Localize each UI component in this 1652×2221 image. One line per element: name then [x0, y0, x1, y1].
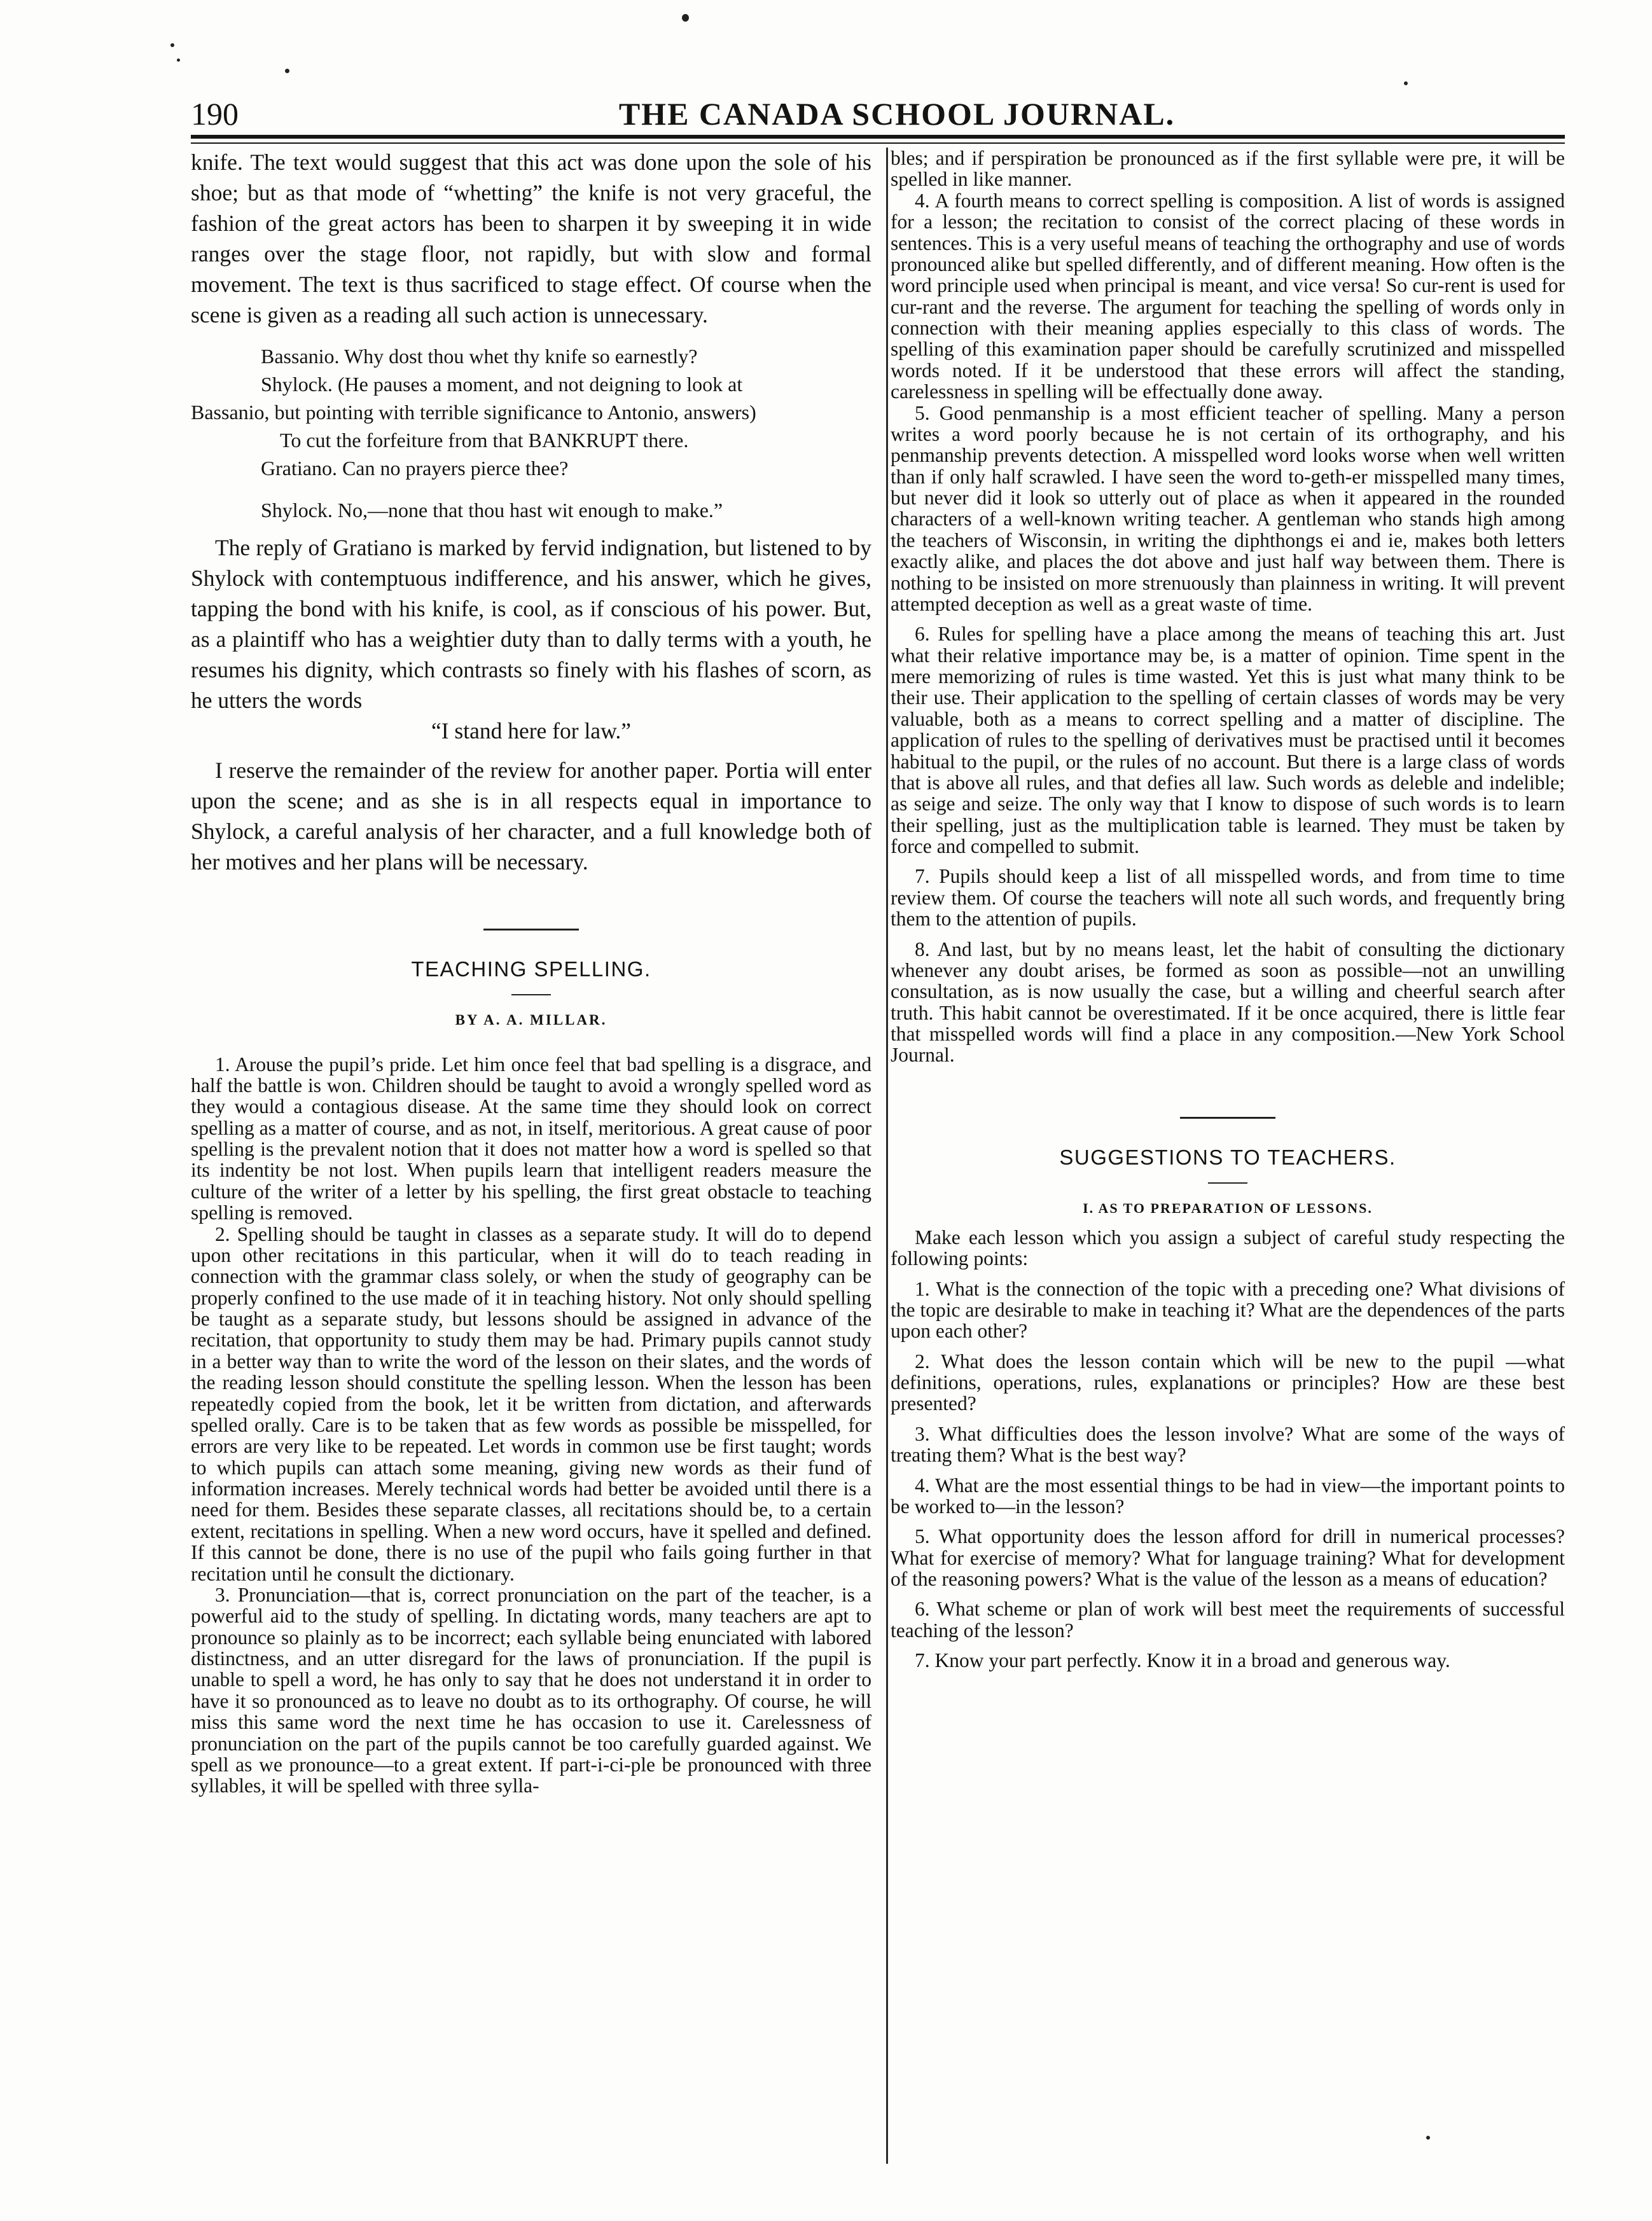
suggestion-paragraph: 2. What does the lesson contain which will be new to the pupil —what definitions, operations, rules, explanations or principles? How are these best presented?: [891, 1350, 1565, 1415]
left-column: [191, 148, 871, 1797]
page-header: [191, 95, 1603, 140]
suggestion-paragraph: 3. What difficulties does the lesson involve? What are some of the ways of treating them? What is the best way?: [891, 1422, 1565, 1467]
quoted-line: “I stand here for law.”: [431, 718, 632, 744]
suggestion-paragraph: 5. What opportunity does the lesson afford for drill in numerical processes? What for exercise of memory? What for language training? What for development of the reasoning powers? What is the value of the lesson as a means of education?: [891, 1525, 1565, 1590]
ink-speck: [170, 43, 174, 47]
article-paragraph: 5. Good penmanship is a most efficient teacher of spelling. Many a person writes a word poorly because he is not certain of its orthography, and his penmanship prevents detection. A misspelled word looks worse when well written than if only half scrawled. I have seen the word to-geth-er misspelled many times, but never did it look so utterly out of place as when it appeared in the rounded characters of a well-known writing teacher. A gentleman who stands high among the teachers of Wisconsin, in writing the diphthongs ei and ie, makes both letters exactly alike, and places the dot above and just half way between them. There is nothing to be insisted on more strenuously than plainness in writing. It will prevent attempted deception as well as a great waste of time.: [891, 401, 1565, 615]
verse-line: Shylock. (He pauses a moment, and not deigning to look at: [261, 372, 743, 396]
header-rule: [191, 135, 1565, 139]
verse-line: Bassanio, but pointing with terrible significance to Antonio, answers): [191, 400, 756, 424]
ink-speck: [177, 59, 180, 62]
section-subheading: I. AS TO PREPARATION OF LESSONS.: [1083, 1200, 1373, 1216]
ink-speck: [1426, 2136, 1430, 2140]
right-column: [891, 148, 1565, 1671]
suggestion-paragraph: 1. What is the connection of the topic with a preceding one? What divisions of the topic are desirable to make in teaching it? What are the dependences of the parts upon each other?: [891, 1277, 1565, 1343]
article-paragraph: 1. Arouse the pupil’s pride. Let him once feel that bad spelling is a disgrace, and half the battle is won. Children should be taught to avoid a wrongly spelled word as they would a contagious disease. At the same time they should look on correct spelling as a matter of course, and as not, in itself, meritorious. A great cause of poor spelling is the prevalent notion that it does not matter how a word is spelled so that its indentity be not lost. When pupils learn that intelligent readers measure the culture of the writer of a letter by his spelling, the first great obstacle to teaching spelling is removed.: [191, 1053, 871, 1224]
ink-speck: [1404, 81, 1408, 85]
article-paragraph: 7. Pupils should keep a list of all misspelled words, and from time to time review them. Of course the teachers will note all such words, and frequently bring them to the attention of pupils.: [891, 865, 1565, 931]
column-divider: [886, 148, 888, 2164]
ink-speck: [682, 14, 689, 22]
article-paragraph: 2. Spelling should be taught in classes as a separate study. It will do to depend upon other recitations in this particular, when it will do to teach reading in connection with the grammar class solely, or when the study of geography can be properly confined to the use made of it in teaching history. Not only should spelling be taught as a separate study, but lessons should be assigned in advance of the recitation, that opportunity to study them may be had. Primary pupils cannot study in a better way than to write the word of the lesson on their slates, and the words of the reading lesson should constitute the spelling lesson. When the lesson has been repeatedly copied from the book, let it be written from dictation, and afterwards spelled orally. Care is to be taken that as few words as possible be misspelled, for errors are very like to be repeated. Let words in common use be first taught; words to which pupils can attach some meaning, giving new words as their fund of information increases. Merely technical words had better be avoided until there is a need for them. Besides these separate classes, all recitations should be, to a certain extent, recitations in spelling. When a new word occurs, have it spelled and defined. If this cannot be done, there is no use of the pupil who fails going further in that recitation until he consult the dictionary.: [191, 1222, 871, 1585]
title-rule: [1208, 1182, 1247, 1184]
verse-line: To cut the forfeiture from that BANKRUPT there.: [280, 429, 689, 452]
review-paragraph: I reserve the remainder of the review for another paper. Portia will enter upon the scene; and as she is in all respects equal in importance to Shylock, a careful analysis of her character, and a full knowledge both of her motives and her plans will be necessary.: [191, 757, 871, 875]
suggestion-paragraph: 7. Know your part perfectly. Know it in a broad and generous way.: [915, 1649, 1450, 1672]
review-paragraph: The reply of Gratiano is marked by fervid indignation, but listened to by Shylock with contemptuous indifference, and his answer, which he gives, tapping the bond with his knife, is cool, as if conscious of his power. But, as a plaintiff who has a weightier duty than to dally terms with a youth, he resumes his dignity, which contrasts so finely with his flashes of scorn, as he utters the words: [191, 535, 871, 714]
journal-title: THE CANADA SCHOOL JOURNAL.: [618, 96, 1176, 132]
section-title: SUGGESTIONS TO TEACHERS.: [1059, 1145, 1396, 1169]
article-paragraph: 3. Pronunciation—that is, correct pronunciation on the part of the teacher, is a powerful aid to the study of spelling. In dictating words, many teachers are apt to pronounce so plainly as to be incorrect; each syllable being enunciated with labored distinctness, and an utter disregard for the laws of pronunciation. If the pupil is unable to spell a word, he has only to say that he does not understand it in order to have it so pronounced as to leave no doubt as to its orthography. Of course, he will miss this same word the next time he has occasion to use it. Carelessness of pronunciation on the part of the pupils cannot be too carefully guarded against. We spell as we pronounce—to a great extent. If part-i-ci-ple be pronounced with three syllables, it will be spelled with three sylla-: [191, 1583, 871, 1797]
article-byline: BY A. A. MILLAR.: [455, 1011, 607, 1028]
article-paragraph: 6. Rules for spelling have a place among the means of teaching this art. Just what their relative importance may be, is a matter of opinion. Time spent in the mere memorizing of rules is time wasted. Yet this is just what many think to be their use. Their application to the spelling of certain classes of words may be very valuable, both as a means to correct spelling and a matter of discipline. The application of rules to the spelling of derivatives must be practised until it becomes habitual to the pupil, or the rules of no account. But there is a large class of words that is above all rules, and that defies all law. Such words as deleble and indelible; as seige and seize. The only way that I know to dispose of such words is to learn their spelling, just as the multiplication table is learned. They must be taken by force and compelled to submit.: [891, 623, 1565, 857]
verse-line: Gratiano. Can no prayers pierce thee?: [261, 457, 569, 480]
review-paragraph: knife. The text would suggest that this act was done upon the sole of his shoe; but as that mode of “whetting” the knife is not very graceful, the fashion of the great actors has been to sharpen it by sweeping it in wide ranges over the stage floor, not rapidly, but with slow and formal movement. The text is thus sacrificed to stage effect. Of course when the scene is given as a reading all such action is unnecessary.: [191, 149, 871, 328]
suggestion-paragraph: 4. What are the most essential things to be had in view—the important points to be worked to—in the lesson?: [891, 1474, 1565, 1518]
title-rule: [511, 994, 551, 995]
verse-line: Shylock. No,—none that thou hast wit enough to make.”: [261, 499, 723, 522]
suggestion-paragraph: 6. What scheme or plan of work will best meet the requirements of successful teaching of the lesson?: [891, 1598, 1565, 1642]
article-paragraph: 4. A fourth means to correct spelling is composition. A list of words is assigned for a lesson; the recitation to consist of the correct placing of these words in sentences. This is a very useful means of teaching the orthography and use of words pronounced alike but spelled differently, and of different meaning. How often is the word principle used when principal is meant, and vice versa! So cur-rent is used for cur-rant and the reverse. The argument for teaching the spelling of words only in connection with their meaning applies especially to this class of words. The spelling of this examination paper should be carefully scrutinized and misspelled words noted. If it be understood that these errors will affect the standing, carelessness in spelling will be effectually done away.: [891, 189, 1565, 403]
article-title: TEACHING SPELLING.: [411, 957, 651, 981]
page-number: 190: [191, 96, 239, 132]
article-paragraph: bles; and if perspiration be pronounced as if the first syllable were pre, it will be spelled in like manner.: [891, 147, 1565, 191]
suggestion-paragraph: Make each lesson which you assign a subject of careful study respecting the following points:: [891, 1226, 1565, 1270]
article-paragraph: 8. And last, but by no means least, let the habit of consulting the dictionary whenever any doubt arises, be formed as soon as possible—not an unwilling consultation, as is now usually the case, but a willing and cheerful search after truth. This habit cannot be overestimated. If it be once acquired, there is little fear that misspelled words will find a place in any composition.—New York School Journal.: [891, 938, 1565, 1067]
header-rule-thin: [191, 142, 1565, 144]
section-ornament: [1180, 1117, 1275, 1119]
play-excerpt: [191, 342, 871, 525]
verse-line: Bassanio. Why dost thou whet thy knife so earnestly?: [261, 344, 698, 368]
section-ornament: [483, 929, 579, 931]
ink-speck: [285, 69, 289, 73]
